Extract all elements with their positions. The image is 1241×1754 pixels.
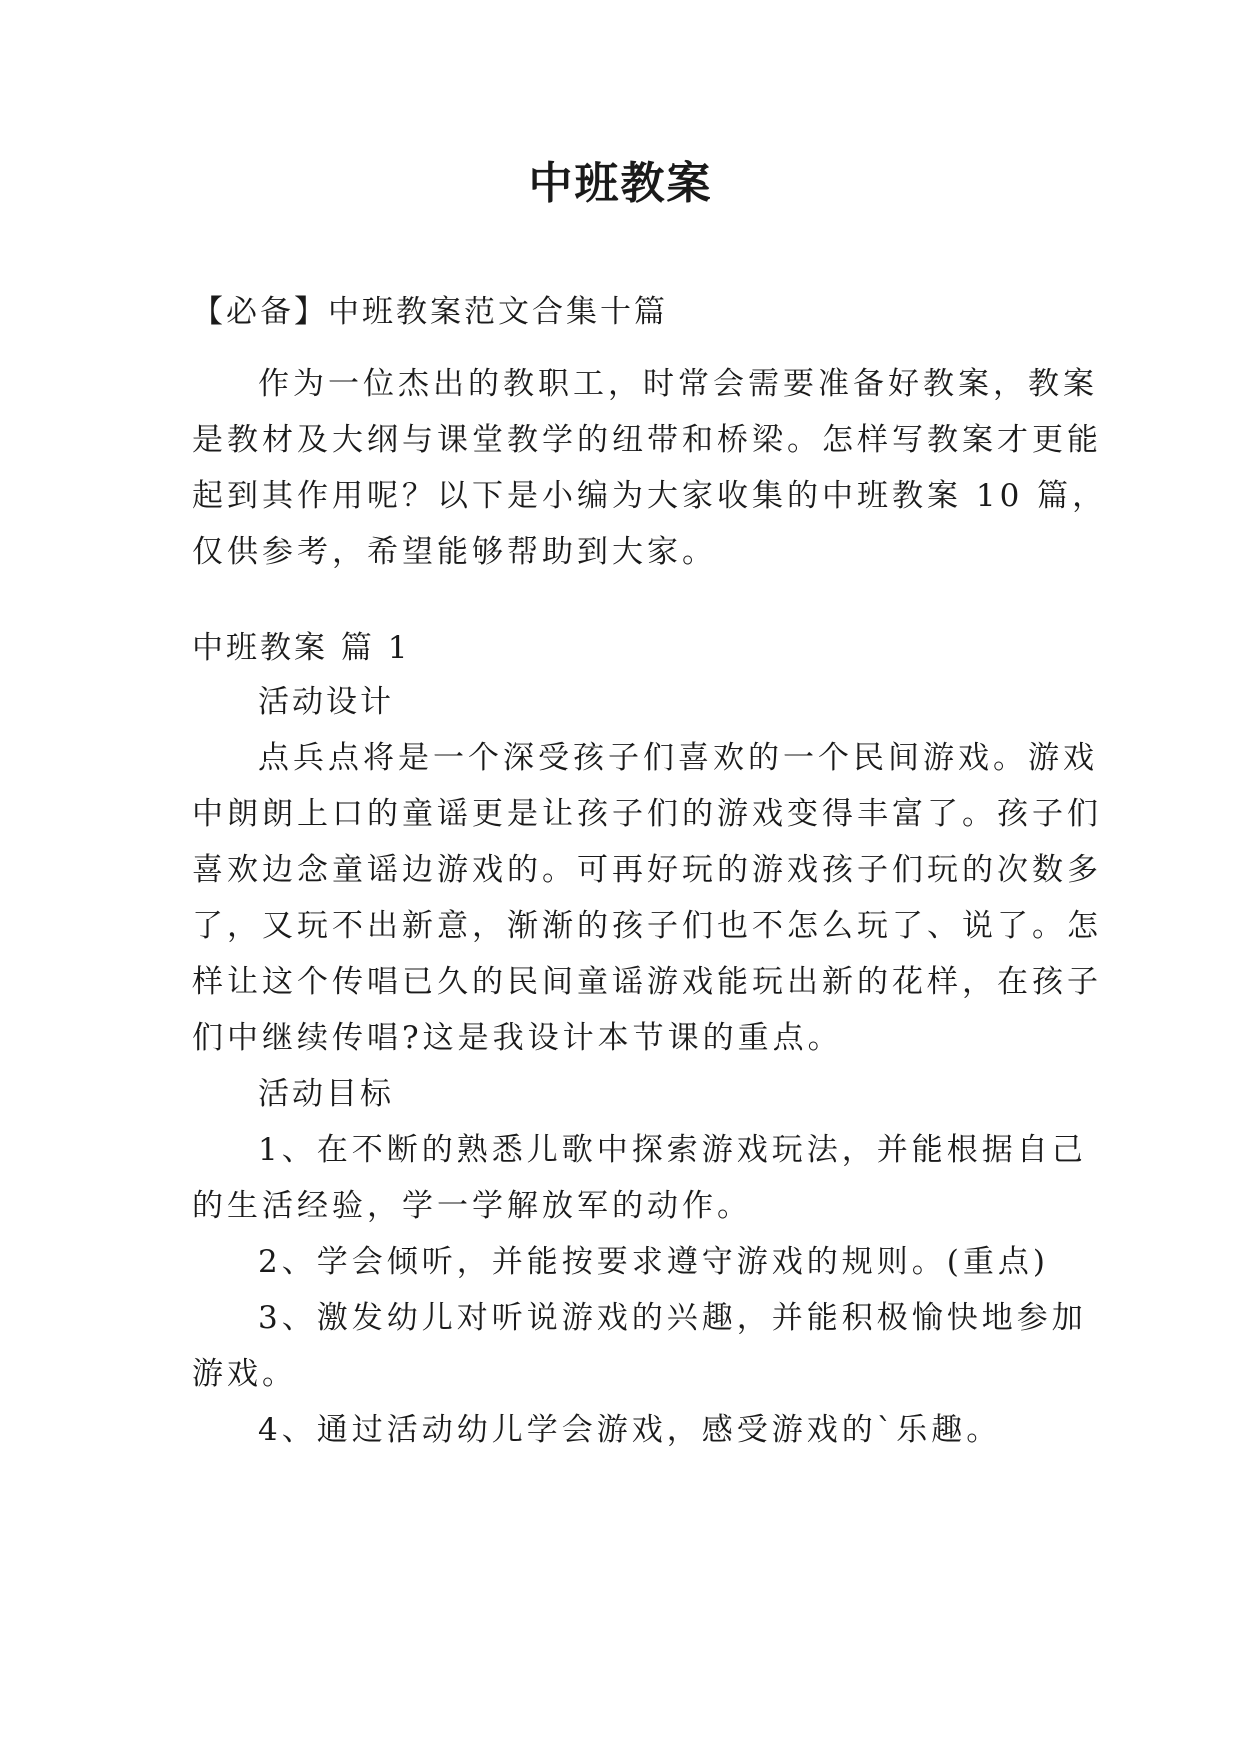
intro-line-3: 起到其作用呢？以下是小编为大家收集的中班教案 10 篇， bbox=[192, 478, 1108, 514]
goal-line-1: 1、在不断的熟悉儿歌中探索游戏玩法，并能根据自己 bbox=[258, 1132, 1087, 1168]
goal-line-4: 3、激发幼儿对听说游戏的兴趣，并能积极愉快地参加 bbox=[258, 1300, 1087, 1336]
design-heading: 活动设计 bbox=[258, 684, 394, 720]
design-line-1: 点兵点将是一个深受孩子们喜欢的一个民间游戏。游戏 bbox=[258, 740, 1098, 776]
document-title: 中班教案 bbox=[528, 158, 713, 209]
goal-line-5: 游戏。 bbox=[192, 1356, 297, 1392]
intro-line-2: 是教材及大纲与课堂教学的纽带和桥梁。怎样写教案才更能 bbox=[192, 422, 1102, 458]
design-line-6: 们中继续传唱?这是我设计本节课的重点。 bbox=[192, 1020, 843, 1056]
goal-line-3: 2、学会倾听，并能按要求遵守游戏的规则。(重点) bbox=[258, 1244, 1049, 1280]
goal-heading: 活动目标 bbox=[258, 1076, 394, 1112]
section-heading: 中班教案 篇 1 bbox=[192, 630, 411, 666]
design-line-3: 喜欢边念童谣边游戏的。可再好玩的游戏孩子们玩的次数多 bbox=[192, 852, 1102, 888]
design-line-4: 了，又玩不出新意，渐渐的孩子们也不怎么玩了、说了。怎 bbox=[192, 908, 1102, 944]
document-subtitle: 【必备】中班教案范文合集十篇 bbox=[192, 294, 668, 330]
design-line-2: 中朗朗上口的童谣更是让孩子们的游戏变得丰富了。孩子们 bbox=[192, 796, 1102, 832]
intro-line-4: 仅供参考，希望能够帮助到大家。 bbox=[192, 534, 717, 570]
intro-line-1: 作为一位杰出的教职工，时常会需要准备好教案，教案 bbox=[258, 366, 1098, 402]
goal-line-2: 的生活经验，学一学解放军的动作。 bbox=[192, 1188, 752, 1224]
goal-line-6: 4、通过活动幼儿学会游戏，感受游戏的`乐趣。 bbox=[258, 1412, 1002, 1448]
design-line-5: 样让这个传唱已久的民间童谣游戏能玩出新的花样，在孩子 bbox=[192, 964, 1102, 1000]
